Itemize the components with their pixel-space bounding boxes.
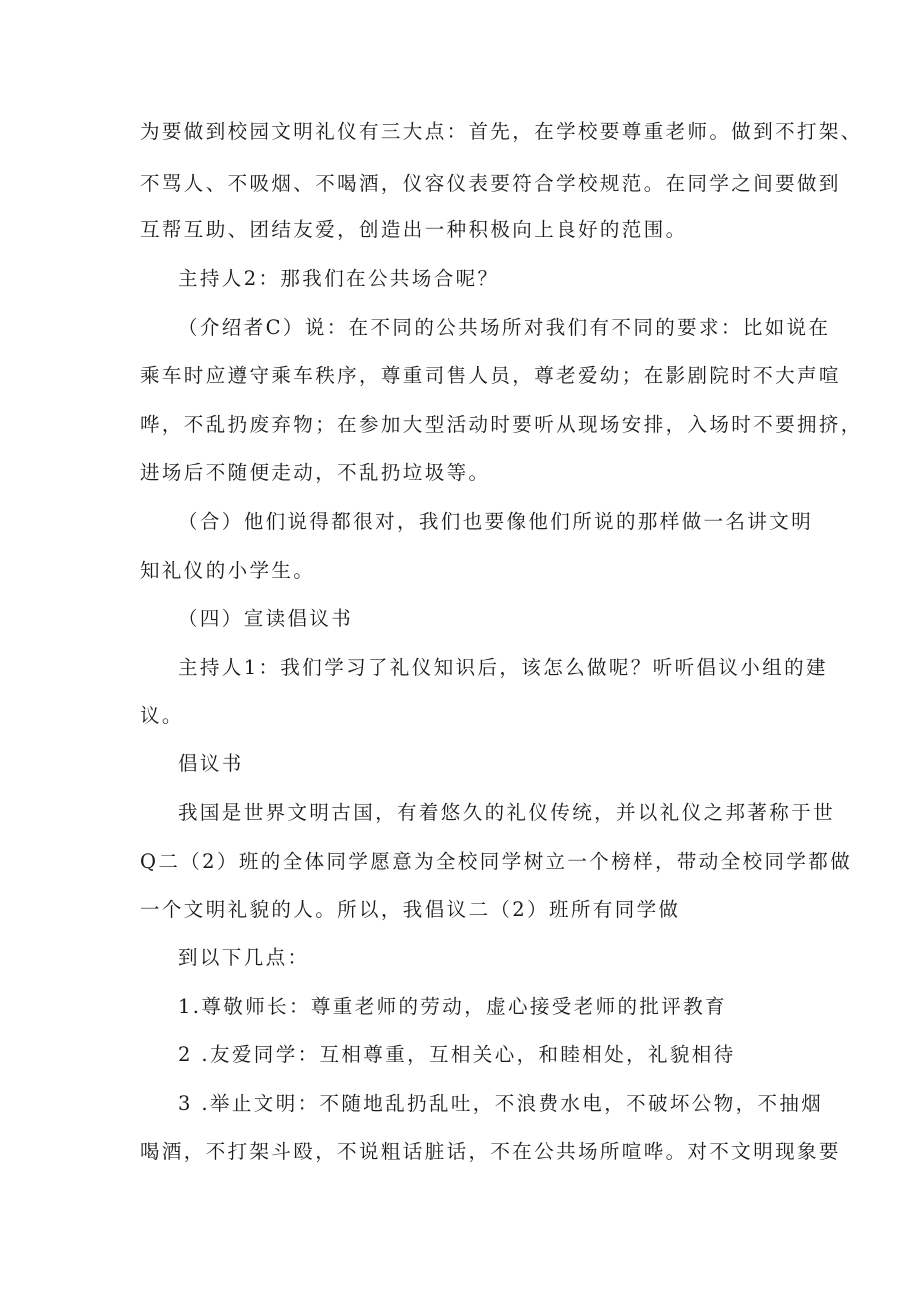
text-line: （合）他们说得都很对，我们也要像他们所说的那样做一名讲文明: [178, 510, 814, 533]
text-line: 为要做到校园文明礼仪有三大点：首先，在学校要尊重老师。做到不打架、: [140, 120, 863, 143]
text-line: 喝酒，不打架斗殴，不说粗话脏话，不在公共场所喧哗。对不文明现象要: [140, 1140, 841, 1163]
text-line: 主持人2：那我们在公共场合呢？: [178, 267, 500, 290]
text-line: 我国是世界文明古国，有着悠久的礼仪传统，并以礼仪之邦著称于世: [178, 801, 836, 824]
text-line: 倡议书: [178, 752, 244, 775]
text-line: （四）宣读倡议书: [178, 607, 354, 630]
text-line: 3 .举止文明：不随地乱扔乱吐，不浪费水电，不破坏公物，不抽烟: [178, 1092, 824, 1115]
text-line: 主持人1：我们学习了礼仪知识后，该怎么做呢？听听倡议小组的建: [178, 656, 828, 679]
text-line: 议。: [140, 704, 184, 727]
text-line: （介绍者C）说：在不同的公共场所对我们有不同的要求：比如说在: [178, 316, 831, 339]
text-line: 互帮互助、团结友爱，创造出一种积极向上良好的范围。: [140, 218, 688, 241]
text-line: 2 .友爱同学：互相尊重，互相关心，和睦相处，礼貌相待: [178, 1043, 736, 1066]
text-line: 1.尊敬师长：尊重老师的劳动，虚心接受老师的批评教育: [178, 995, 728, 1018]
text-line: 哗，不乱扔废弃物；在参加大型活动时要听从现场安排，入场时不要拥挤，: [140, 413, 863, 436]
text-line: Q二（2）班的全体同学愿意为全校同学树立一个榜样，带动全校同学都做: [140, 850, 853, 873]
text-line: 知礼仪的小学生。: [140, 559, 316, 582]
text-line: 不骂人、不吸烟、不喝酒，仪容仪表要符合学校规范。在同学之间要做到: [140, 172, 841, 195]
text-line: 到以下几点：: [178, 946, 310, 969]
text-line: 乘车时应遵守乘车秩序，尊重司售人员，尊老爱幼；在影剧院时不大声喧: [140, 364, 841, 387]
text-line: 一个文明礼貌的人。所以，我倡议二（2）班所有同学做: [140, 898, 681, 921]
text-line: 进场后不随便走动，不乱扔垃圾等。: [140, 461, 491, 484]
